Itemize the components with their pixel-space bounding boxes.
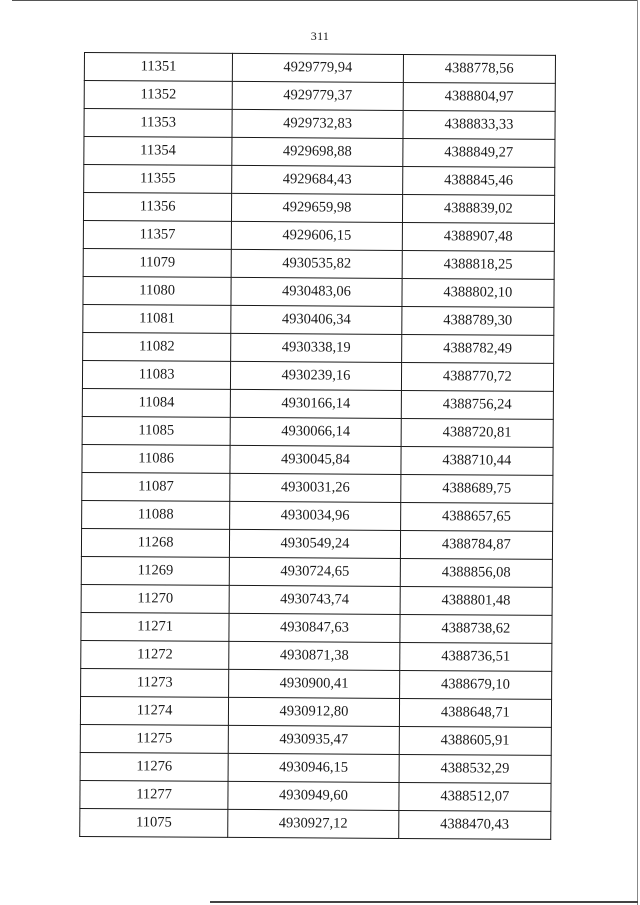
y-coordinate-cell: 4388710,44 xyxy=(401,446,553,475)
point-id-cell: 11273 xyxy=(81,668,229,697)
table-row xyxy=(83,332,554,363)
page-top-edge xyxy=(12,0,637,1)
table-row xyxy=(81,640,552,671)
table-row xyxy=(80,780,551,811)
x-coordinate-cell: 4930724,65 xyxy=(229,557,400,586)
point-id-cell: 11087 xyxy=(82,472,230,501)
point-id-cell: 11351 xyxy=(84,53,232,82)
point-id-cell: 11269 xyxy=(81,556,229,585)
y-coordinate-cell: 4388736,51 xyxy=(399,642,551,671)
point-id-cell: 11268 xyxy=(81,528,229,557)
y-coordinate-cell: 4388802,10 xyxy=(402,278,554,307)
table-row xyxy=(82,444,553,475)
point-id-cell: 11270 xyxy=(81,584,229,613)
y-coordinate-cell: 4388679,10 xyxy=(399,670,551,699)
x-coordinate-cell: 4929779,37 xyxy=(232,81,403,110)
y-coordinate-cell: 4388689,75 xyxy=(400,474,552,503)
x-coordinate-cell: 4930031,26 xyxy=(230,473,401,502)
point-id-cell: 11082 xyxy=(83,332,231,361)
table-row xyxy=(83,304,554,335)
table-row xyxy=(80,724,551,755)
x-coordinate-cell: 4929606,15 xyxy=(232,221,403,250)
x-coordinate-cell: 4930847,63 xyxy=(229,613,400,642)
x-coordinate-cell: 4929698,88 xyxy=(232,137,403,166)
y-coordinate-cell: 4388856,08 xyxy=(400,558,552,587)
table-row xyxy=(80,752,551,783)
point-id-cell: 11080 xyxy=(83,276,231,305)
y-coordinate-cell: 4388512,07 xyxy=(399,782,551,811)
page-bottom-edge xyxy=(210,901,638,903)
y-coordinate-cell: 4388720,81 xyxy=(401,418,553,447)
y-coordinate-cell: 4388789,30 xyxy=(401,306,553,335)
x-coordinate-cell: 4929684,43 xyxy=(232,165,403,194)
table-row xyxy=(82,500,553,531)
point-id-cell: 11276 xyxy=(80,752,228,781)
table-row xyxy=(81,528,552,559)
point-id-cell: 11272 xyxy=(81,640,229,669)
point-id-cell: 11083 xyxy=(82,360,230,389)
x-coordinate-cell: 4930900,41 xyxy=(229,669,400,698)
table-row xyxy=(83,248,554,279)
y-coordinate-cell: 4388778,56 xyxy=(403,54,555,83)
point-id-cell: 11355 xyxy=(84,165,232,194)
y-coordinate-cell: 4388532,29 xyxy=(399,754,551,783)
point-id-cell: 11081 xyxy=(83,304,231,333)
y-coordinate-cell: 4388907,48 xyxy=(402,222,554,251)
table-row xyxy=(84,165,555,196)
point-id-cell: 11086 xyxy=(82,444,230,473)
table-row xyxy=(80,808,551,839)
x-coordinate-cell: 4930935,47 xyxy=(228,725,399,754)
point-id-cell: 11079 xyxy=(83,248,231,277)
x-coordinate-cell: 4930949,60 xyxy=(228,781,399,810)
y-coordinate-cell: 4388845,46 xyxy=(402,166,554,195)
table-row xyxy=(84,109,555,140)
y-coordinate-cell: 4388833,33 xyxy=(403,110,555,139)
x-coordinate-cell: 4930549,24 xyxy=(230,529,401,558)
x-coordinate-cell: 4929659,98 xyxy=(232,193,403,222)
x-coordinate-cell: 4930338,19 xyxy=(231,333,402,362)
x-coordinate-cell: 4930535,82 xyxy=(231,249,402,278)
table-row xyxy=(83,193,554,224)
table-row xyxy=(84,53,555,84)
x-coordinate-cell: 4929779,94 xyxy=(233,53,404,82)
coordinates-table-body xyxy=(80,53,556,840)
point-id-cell: 11356 xyxy=(83,193,231,222)
table-row xyxy=(82,472,553,503)
x-coordinate-cell: 4930483,06 xyxy=(231,277,402,306)
x-coordinate-cell: 4930912,80 xyxy=(229,697,400,726)
y-coordinate-cell: 4388770,72 xyxy=(401,362,553,391)
x-coordinate-cell: 4930045,84 xyxy=(230,445,401,474)
y-coordinate-cell: 4388849,27 xyxy=(402,138,554,167)
y-coordinate-cell: 4388839,02 xyxy=(402,194,554,223)
y-coordinate-cell: 4388818,25 xyxy=(402,250,554,279)
table-row xyxy=(83,276,554,307)
y-coordinate-cell: 4388605,91 xyxy=(399,726,551,755)
x-coordinate-cell: 4930946,15 xyxy=(228,753,399,782)
table-row xyxy=(81,668,552,699)
x-coordinate-cell: 4930166,14 xyxy=(231,389,402,418)
x-coordinate-cell: 4930406,34 xyxy=(231,305,402,334)
x-coordinate-cell: 4930066,14 xyxy=(230,417,401,446)
table-row xyxy=(81,612,552,643)
y-coordinate-cell: 4388648,71 xyxy=(399,698,551,727)
coordinates-table xyxy=(79,52,556,840)
table-row xyxy=(82,388,553,419)
point-id-cell: 11274 xyxy=(80,696,228,725)
point-id-cell: 11085 xyxy=(82,416,230,445)
x-coordinate-cell: 4930034,96 xyxy=(230,501,401,530)
y-coordinate-cell: 4388782,49 xyxy=(401,334,553,363)
x-coordinate-cell: 4930239,16 xyxy=(231,361,402,390)
point-id-cell: 11075 xyxy=(80,808,228,837)
y-coordinate-cell: 4388738,62 xyxy=(400,614,552,643)
table-row xyxy=(82,416,553,447)
x-coordinate-cell: 4929732,83 xyxy=(232,109,403,138)
point-id-cell: 11277 xyxy=(80,780,228,809)
point-id-cell: 11271 xyxy=(81,612,229,641)
table-row xyxy=(82,360,553,391)
y-coordinate-cell: 4388804,97 xyxy=(403,82,555,111)
table-row xyxy=(84,137,555,168)
point-id-cell: 11088 xyxy=(82,500,230,529)
x-coordinate-cell: 4930871,38 xyxy=(229,641,400,670)
y-coordinate-cell: 4388756,24 xyxy=(401,390,553,419)
table-row xyxy=(80,696,551,727)
point-id-cell: 11357 xyxy=(83,220,231,249)
point-id-cell: 11354 xyxy=(84,137,232,166)
y-coordinate-cell: 4388801,48 xyxy=(400,586,552,615)
y-coordinate-cell: 4388784,87 xyxy=(400,530,552,559)
x-coordinate-cell: 4930743,74 xyxy=(229,585,400,614)
y-coordinate-cell: 4388657,65 xyxy=(400,502,552,531)
point-id-cell: 11275 xyxy=(80,724,228,753)
table-row xyxy=(81,556,552,587)
point-id-cell: 11352 xyxy=(84,81,232,110)
point-id-cell: 11084 xyxy=(82,388,230,417)
page-number: 311 xyxy=(310,29,330,43)
table-row xyxy=(84,81,555,112)
y-coordinate-cell: 4388470,43 xyxy=(398,810,550,839)
page-right-edge xyxy=(637,0,638,905)
x-coordinate-cell: 4930927,12 xyxy=(228,809,399,838)
table-row xyxy=(81,584,552,615)
point-id-cell: 11353 xyxy=(84,109,232,138)
table-row xyxy=(83,220,554,251)
